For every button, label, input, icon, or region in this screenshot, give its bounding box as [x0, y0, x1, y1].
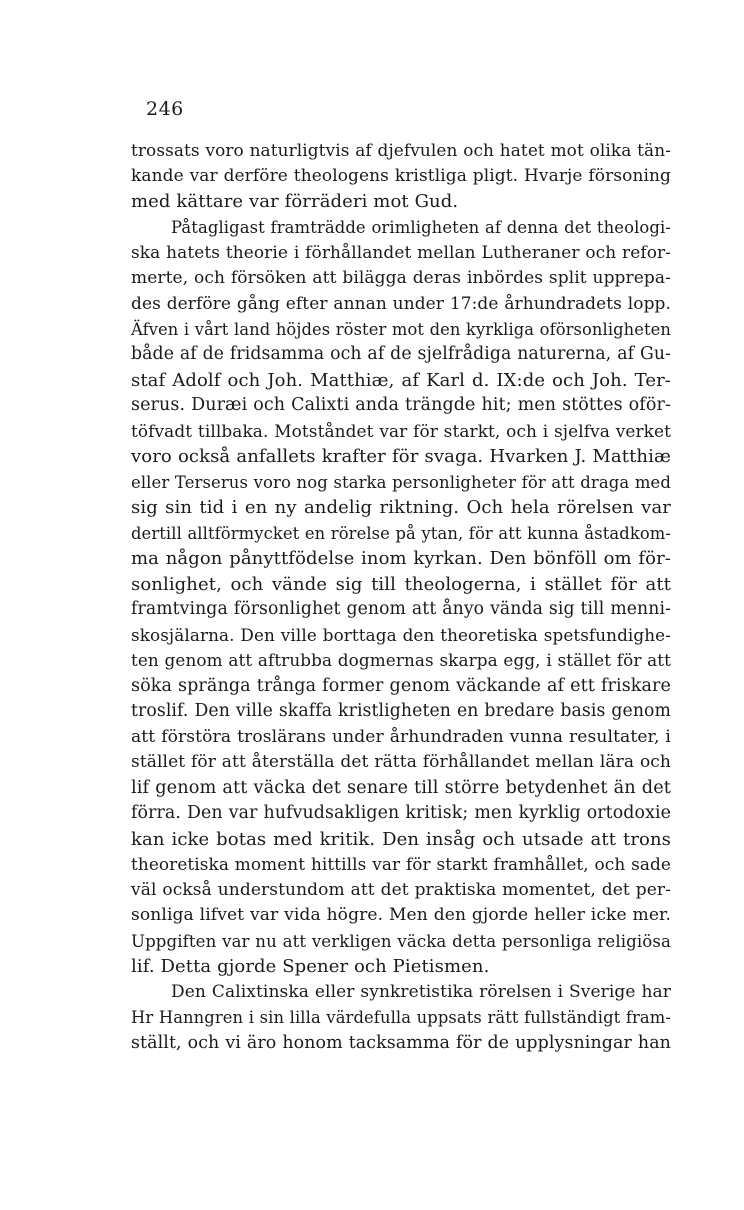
- text-line: sig sin tid i en ny andelig riktning. Och hela rörelsen var: [131, 497, 671, 518]
- text-line: sonliga lifvet var vida högre. Men den gjorde heller icke mer.: [131, 905, 671, 925]
- text-line: troslif. Den ville skaffa kristligheten en bredare basis genom: [131, 701, 671, 721]
- paragraph-start-line: Den Calixtinska eller synkretistika rörelsen i Sverige har: [171, 981, 671, 1002]
- text-line: ma någon pånyttfödelse inom kyrkan. Den bönföll om för-: [131, 548, 671, 569]
- text-line: Äfven i vårt land höjdes röster mot den kyrkliga oförsonligheten: [131, 319, 671, 339]
- text-line: merte, och försöken att bilägga deras inbördes split upprepa-: [131, 267, 671, 288]
- text-line: förra. Den var hufvudsakligen kritisk; men kyrklig ortodoxie: [131, 803, 671, 823]
- text-line: söka spränga trånga former genom väckande af ett friskare: [131, 675, 671, 696]
- text-line: ställt, och vi äro honom tacksamma för de upplysningar han: [131, 1032, 671, 1053]
- text-line: stället för att återställa det rätta förhållandet mellan lära och: [131, 752, 671, 772]
- text-line: eller Terserus voro nog starka personligheter för att draga med: [131, 472, 671, 492]
- paragraph-start-line: Påtagligast framträdde orimligheten af denna det theologi-: [171, 217, 671, 237]
- text-line: kande var derföre theologens kristliga pligt. Hvarje försoning: [131, 165, 671, 186]
- body-text: [131, 138, 671, 1056]
- text-line: kan icke botas med kritik. Den insåg och utsade att trons: [131, 828, 671, 850]
- page-number: 246: [146, 98, 184, 120]
- text-line: skosjälarna. Den ville borttaga den theoretiska spetsfundighe-: [131, 624, 671, 645]
- text-line: ten genom att aftrubba dogmernas skarpa egg, i stället för att: [131, 650, 671, 670]
- text-line: theoretiska moment hittills var för starkt framhållet, och sade: [131, 854, 671, 874]
- text-line: voro också anfallets krafter för svaga. Hvarken J. Matthiæ: [131, 446, 671, 467]
- text-line: Uppgiften var nu att verkligen väcka detta personliga religiösa: [131, 931, 671, 951]
- text-line: sonlighet, och vände sig till theologerna, i stället för att: [131, 573, 671, 595]
- text-line: des derföre gång efter annan under 17:de århundradets lopp.: [131, 293, 671, 313]
- text-line: Hr Hanngren i sin lilla värdefulla uppsats rätt fullständigt fram-: [131, 1008, 671, 1027]
- text-line: med kättare var förräderi mot Gud.: [131, 191, 459, 212]
- text-line: dertill alltförmycket en rörelse på ytan, för att kunna åstadkom-: [131, 523, 671, 543]
- text-line: lif. Detta gjorde Spener och Pietismen.: [131, 956, 490, 977]
- text-line: att förstöra troslärans under århundraden vunna resultater, i: [131, 726, 671, 747]
- text-line: töfvadt tillbaka. Motståndet var för starkt, och i sjelfva verket: [131, 420, 671, 441]
- text-line: serus. Duræi och Calixti anda trängde hit; men stöttes oför-: [131, 395, 671, 415]
- text-line: staf Adolf och Joh. Matthiæ, af Karl d. IX:de och Joh. Ter-: [131, 369, 671, 391]
- text-line: framtvinga försonlighet genom att ånyo vända sig till menni-: [131, 599, 671, 619]
- text-line: trossats voro naturligtvis af djefvulen och hatet mot olika tän-: [131, 140, 671, 160]
- text-line: ska hatets theorie i förhållandet mellan Lutheraner och refor-: [131, 242, 671, 262]
- text-line: väl också understundom att det praktiska momentet, det per-: [131, 879, 671, 900]
- text-line: lif genom att väcka det senare till större betydenhet än det: [131, 777, 671, 798]
- text-line: både af de fridsamma och af de sjelfrådiga naturerna, af Gu-: [131, 344, 671, 364]
